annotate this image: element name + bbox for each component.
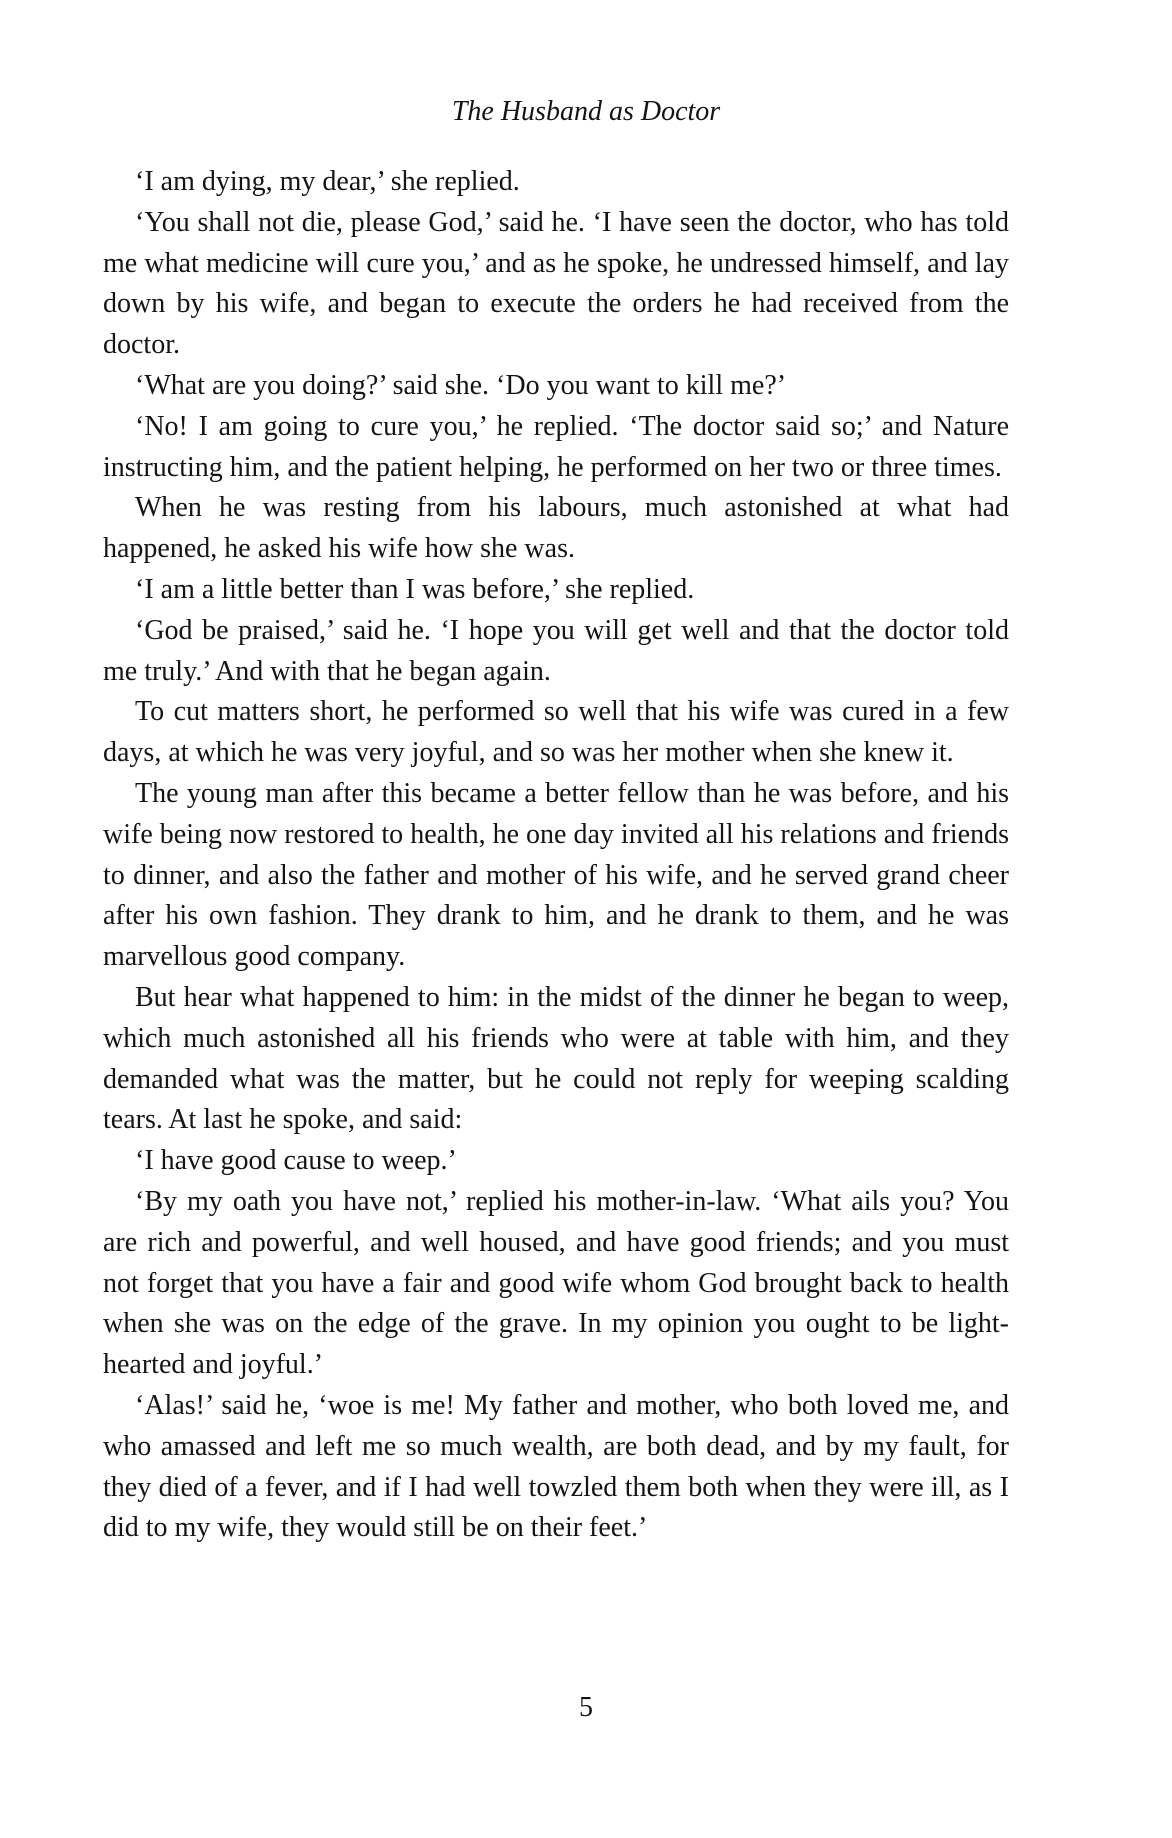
paragraph: ‘No! I am going to cure you,’ he replied. ‘The doctor said so;’ and Nature instructing him, and the patient helping, he performed on her two or three times.	[103, 410, 1009, 483]
paragraph: But hear what happened to him: in the midst of the dinner he began to weep, which much astonished all his friends who were at table with him, and they demanded what was the matter, but he could not reply for weeping scalding tears. At last he spoke, and said:	[103, 981, 1009, 1136]
paragraph: ‘God be praised,’ said he. ‘I hope you will get well and that the doctor told me truly.’ And with that he began again.	[103, 614, 1009, 687]
paragraph: ‘What are you doing?’ said she. ‘Do you want to kill me?’	[135, 369, 787, 401]
paragraph: To cut matters short, he performed so well that his wife was cured in a few days, at which he was very joyful, and so was her mother when she knew it.	[103, 696, 1009, 769]
paragraph: ‘Alas!’ said he, ‘woe is me! My father and mother, who both loved me, and who amassed and left me so much wealth, are both dead, and by my fault, for they died of a fever, and if I had well towzled them both when they were ill, as I did to my wife, they would still be on their feet.’	[103, 1389, 1009, 1544]
page-number: 5	[579, 1692, 593, 1723]
paragraph: ‘I am a little better than I was before,’ she replied.	[135, 573, 695, 605]
paragraph: When he was resting from his labours, much astonished at what had happened, he asked his wife how she was.	[103, 492, 1009, 565]
paragraph: The young man after this became a better fellow than he was before, and his wife being now restored to health, he one day invited all his relations and friends to dinner, and also the father and mother of his wife, and he served grand cheer after his own fashion. They drank to him, and he drank to them, and he was marvellous good company.	[103, 777, 1009, 973]
paragraph: ‘By my oath you have not,’ replied his mother-in-law. ‘What ails you? You are rich and powerful, and well housed, and have good friends; and you must not forget that you have a fair and good wife whom God brought back to health when she was on the edge of the grave. In my opinion you ought to be light-hearted and joyful.’	[103, 1185, 1009, 1381]
running-head: The Husband as Doctor	[451, 96, 721, 127]
paragraph: ‘I have good cause to weep.’	[135, 1145, 457, 1177]
paragraph: ‘You shall not die, please God,’ said he. ‘I have seen the doctor, who has told me what medicine will cure you,’ and as he spoke, he undressed himself, and lay down by his wife, and began to execute the orders he had received from the doctor.	[103, 206, 1009, 361]
paragraph: ‘I am dying, my dear,’ she replied.	[135, 166, 520, 197]
body-text	[103, 162, 1009, 1549]
